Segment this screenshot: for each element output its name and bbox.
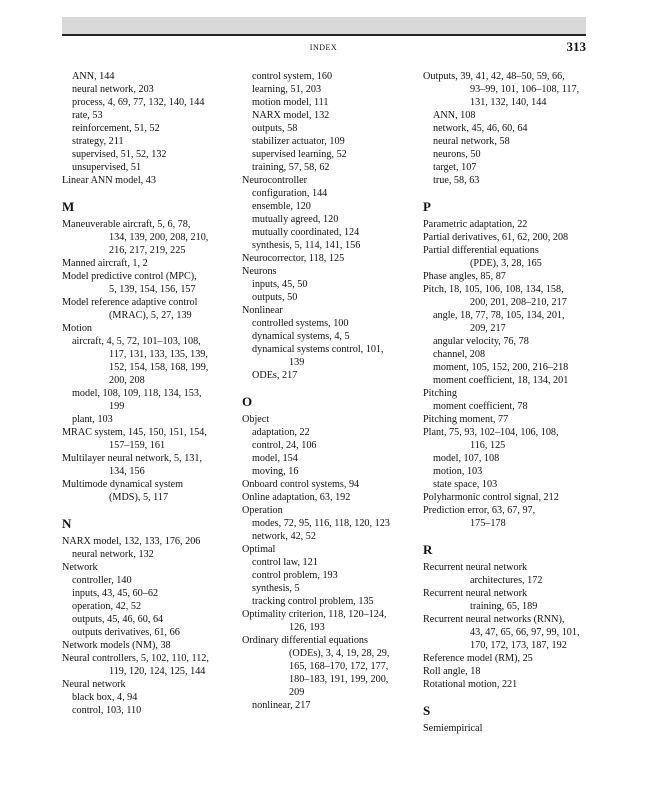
- index-subentry: channel, 208: [433, 349, 486, 360]
- index-subentry: unsupervised, 51: [72, 162, 142, 173]
- index-entry: MRAC system, 145, 150, 151, 154,: [62, 427, 207, 438]
- index-subentry: rate, 53: [72, 110, 103, 121]
- index-subentry: dynamical systems control, 101,: [252, 344, 384, 355]
- index-subentry: adaptation, 22: [252, 427, 310, 438]
- index-entry: Network models (NM), 38: [62, 640, 171, 651]
- index-subentry: process, 4, 69, 77, 132, 140, 144: [72, 97, 205, 108]
- index-subentry: ODEs, 217: [252, 370, 298, 381]
- index-column-3: [423, 70, 593, 735]
- index-subentry: model, 107, 108: [433, 453, 500, 464]
- index-subentry: strategy, 211: [72, 136, 124, 147]
- index-subentry: black box, 4, 94: [72, 692, 138, 703]
- index-entry: Neural network: [62, 679, 126, 690]
- index-subentry: model, 154: [252, 453, 298, 464]
- index-entry: Partial derivatives, 61, 62, 200, 208: [423, 232, 569, 243]
- index-column-2: [242, 70, 412, 712]
- page-number: 313: [566, 39, 586, 54]
- index-entry: Online adaptation, 63, 192: [242, 492, 351, 503]
- index-entry-continuation: (PDE), 3, 28, 165: [470, 258, 542, 269]
- index-subentry: outputs, 58: [252, 123, 298, 134]
- index-subentry: neural network, 58: [433, 136, 510, 147]
- index-entry-continuation: 93–99, 101, 106–108, 117,: [470, 84, 580, 95]
- section-letter: S: [423, 703, 431, 718]
- index-entry: Multilayer neural network, 5, 131,: [62, 453, 203, 464]
- header-bar: [62, 17, 586, 34]
- index-subentry: nonlinear, 217: [252, 700, 311, 711]
- index-entry: Polyharmonic control signal, 212: [423, 492, 559, 503]
- index-subentry: control problem, 193: [252, 570, 338, 581]
- section-letter: N: [62, 516, 72, 531]
- index-entry-continuation: 209, 217: [470, 323, 506, 334]
- index-entry-continuation: 5, 139, 154, 156, 157: [109, 284, 196, 295]
- index-entry: Recurrent neural network: [423, 562, 528, 573]
- index-entry-continuation: 131, 132, 140, 144: [470, 97, 547, 108]
- index-entry: Pitching: [423, 388, 457, 399]
- index-entry-continuation: 157–159, 161: [109, 440, 166, 451]
- index-entry-continuation: 134, 139, 200, 208, 210,: [109, 232, 209, 243]
- index-subentry: ensemble, 120: [252, 201, 311, 212]
- index-entry-continuation: 165, 168–170, 172, 177,: [289, 661, 389, 672]
- index-entry: Semiempirical: [423, 723, 483, 734]
- index-entry: Network: [62, 562, 98, 573]
- index-entry-continuation: architectures, 172: [470, 575, 543, 586]
- index-subentry: modes, 72, 95, 116, 118, 120, 123: [252, 518, 390, 529]
- index-subentry: moment coefficient, 78: [433, 401, 528, 412]
- index-subentry: tracking control problem, 135: [252, 596, 374, 607]
- index-entry-continuation: training, 65, 189: [470, 601, 538, 612]
- section-letter: M: [62, 199, 75, 214]
- index-entry: Plant, 75, 93, 102–104, 106, 108,: [423, 427, 559, 438]
- index-subentry: operation, 42, 52: [72, 601, 142, 612]
- index-subentry: control, 103, 110: [72, 705, 142, 716]
- index-entry: Pitch, 18, 105, 106, 108, 134, 158,: [423, 284, 564, 295]
- index-subentry: state space, 103: [433, 479, 498, 490]
- index-subentry: dynamical systems, 4, 5: [252, 331, 350, 342]
- index-subentry: controller, 140: [72, 575, 132, 586]
- index-subentry: moving, 16: [252, 466, 299, 477]
- index-subentry: moment, 105, 152, 200, 216–218: [433, 362, 569, 373]
- index-subentry: inputs, 45, 50: [252, 279, 308, 290]
- index-entry-continuation: 152, 154, 158, 168, 199,: [109, 362, 209, 373]
- index-entry: Partial differential equations: [423, 245, 539, 256]
- index-entry: Model predictive control (MPC),: [62, 271, 197, 282]
- index-subentry: mutually coordinated, 124: [252, 227, 360, 238]
- index-entry: Nonlinear: [242, 305, 283, 316]
- index-entry-continuation: 200, 208: [109, 375, 145, 386]
- index-subentry: aircraft, 4, 5, 72, 101–103, 108,: [72, 336, 201, 347]
- index-entry: Outputs, 39, 41, 42, 48–50, 59, 66,: [423, 71, 565, 82]
- index-entry: Parametric adaptation, 22: [423, 219, 528, 230]
- index-subentry: network, 42, 52: [252, 531, 316, 542]
- running-head: INDEX: [309, 43, 338, 52]
- header-rule: [62, 34, 586, 36]
- index-subentry: NARX model, 132: [252, 110, 330, 121]
- index-entry-continuation: 200, 201, 208–210, 217: [470, 297, 567, 308]
- index-subentry: outputs, 50: [252, 292, 298, 303]
- index-entry: Operation: [242, 505, 283, 516]
- index-entry: Manned aircraft, 1, 2: [62, 258, 148, 269]
- index-entry-continuation: 216, 217, 219, 225: [109, 245, 186, 256]
- index-subentry: inputs, 43, 45, 60–62: [72, 588, 159, 599]
- section-letter: R: [423, 542, 433, 557]
- index-subentry: training, 57, 58, 62: [252, 162, 330, 173]
- index-entry-continuation: 199: [109, 401, 125, 412]
- index-subentry: mutually agreed, 120: [252, 214, 339, 225]
- index-entry: Neural controllers, 5, 102, 110, 112,: [62, 653, 209, 664]
- index-subentry: neurons, 50: [433, 149, 481, 160]
- index-subentry: angle, 18, 77, 78, 105, 134, 201,: [433, 310, 565, 321]
- index-subentry: synthesis, 5: [252, 583, 300, 594]
- index-subentry: ANN, 108: [433, 110, 476, 121]
- index-subentry: neural network, 203: [72, 84, 154, 95]
- index-entry: Optimality criterion, 118, 120–124,: [242, 609, 387, 620]
- index-entry: Neurocontroller: [242, 175, 308, 186]
- index-entry: Optimal: [242, 544, 276, 555]
- index-subentry: plant, 103: [72, 414, 113, 425]
- index-entry: Ordinary differential equations: [242, 635, 368, 646]
- index-subentry: motion, 103: [433, 466, 483, 477]
- index-entry-continuation: 134, 156: [109, 466, 145, 477]
- index-entry-continuation: 180–183, 191, 199, 200,: [289, 674, 389, 685]
- index-entry: Recurrent neural networks (RNN),: [423, 614, 565, 625]
- index-entry-continuation: 175–178: [470, 518, 506, 529]
- index-subentry: motion model, 111: [252, 97, 329, 108]
- index-subentry: stabilizer actuator, 109: [252, 136, 345, 147]
- index-subentry: control system, 160: [252, 71, 333, 82]
- index-subentry: supervised learning, 52: [252, 149, 347, 160]
- index-entry-continuation: 43, 47, 65, 66, 97, 99, 101,: [470, 627, 580, 638]
- index-entry: Neurons: [242, 266, 277, 277]
- index-subentry: ANN, 144: [72, 71, 115, 82]
- index-entry-continuation: 116, 125: [470, 440, 506, 451]
- index-subentry: control law, 121: [252, 557, 318, 568]
- index-entry-continuation: 126, 193: [289, 622, 325, 633]
- index-entry: NARX model, 132, 133, 176, 206: [62, 536, 201, 547]
- index-subentry: outputs derivatives, 61, 66: [72, 627, 180, 638]
- index-subentry: model, 108, 109, 118, 134, 153,: [72, 388, 202, 399]
- index-entry: Motion: [62, 323, 93, 334]
- index-entry-continuation: 209: [289, 687, 305, 698]
- index-subentry: neural network, 132: [72, 549, 154, 560]
- index-entry: Model reference adaptive control: [62, 297, 198, 308]
- index-subentry: angular velocity, 76, 78: [433, 336, 529, 347]
- index-column-1: [62, 70, 232, 717]
- index-entry-continuation: 170, 172, 173, 187, 192: [470, 640, 567, 651]
- index-entry-continuation: 119, 120, 124, 125, 144: [109, 666, 206, 677]
- index-subentry: outputs, 45, 46, 60, 64: [72, 614, 164, 625]
- index-entry: Prediction error, 63, 67, 97,: [423, 505, 536, 516]
- section-letter: O: [242, 394, 253, 409]
- index-subentry: moment coefficient, 18, 134, 201: [433, 375, 569, 386]
- index-subentry: target, 107: [433, 162, 477, 173]
- index-entry-continuation: (ODEs), 3, 4, 19, 28, 29,: [289, 648, 390, 659]
- index-subentry: learning, 51, 203: [252, 84, 322, 95]
- index-entry-continuation: (MDS), 5, 117: [109, 492, 169, 503]
- index-entry: Pitching moment, 77: [423, 414, 509, 425]
- index-subentry: true, 58, 63: [433, 175, 480, 186]
- index-entry: Linear ANN model, 43: [62, 175, 156, 186]
- index-entry: Multimode dynamical system: [62, 479, 184, 490]
- index-subentry: configuration, 144: [252, 188, 328, 199]
- index-entry: Rotational motion, 221: [423, 679, 518, 690]
- index-subentry: synthesis, 5, 114, 141, 156: [252, 240, 361, 251]
- index-subentry: supervised, 51, 52, 132: [72, 149, 167, 160]
- index-entry: Roll angle, 18: [423, 666, 481, 677]
- index-subentry: control, 24, 106: [252, 440, 317, 451]
- index-entry-continuation: (MRAC), 5, 27, 139: [109, 310, 192, 321]
- index-subentry: network, 45, 46, 60, 64: [433, 123, 528, 134]
- index-subentry: controlled systems, 100: [252, 318, 349, 329]
- section-letter: P: [423, 199, 431, 214]
- index-subentry: reinforcement, 51, 52: [72, 123, 160, 134]
- index-entry: Recurrent neural network: [423, 588, 528, 599]
- index-entry: Maneuverable aircraft, 5, 6, 78,: [62, 219, 191, 230]
- index-entry: Phase angles, 85, 87: [423, 271, 506, 282]
- index-entry-continuation: 117, 131, 133, 135, 139,: [109, 349, 208, 360]
- index-entry-continuation: 139: [289, 357, 305, 368]
- index-entry: Reference model (RM), 25: [423, 653, 533, 664]
- index-entry: Onboard control systems, 94: [242, 479, 360, 490]
- index-entry: Neurocorrector, 118, 125: [242, 253, 345, 264]
- index-entry: Object: [242, 414, 270, 425]
